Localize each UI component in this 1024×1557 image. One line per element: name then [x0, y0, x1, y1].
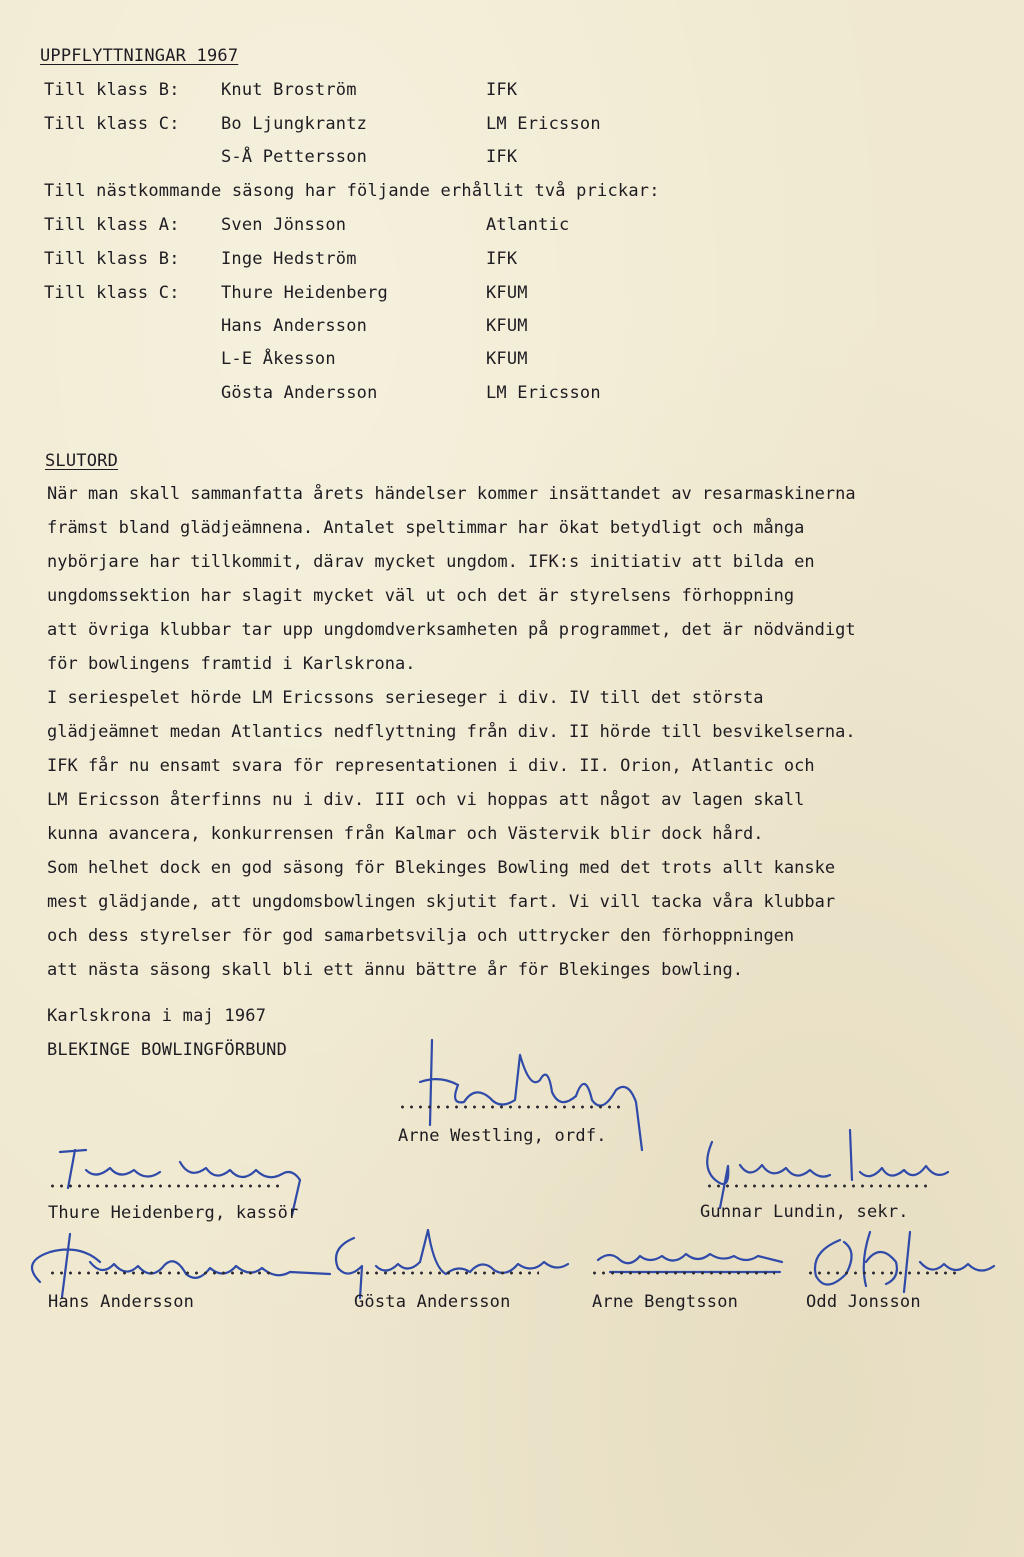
member1-signature-line	[48, 1270, 273, 1276]
treasurer-name: Thure Heidenberg, kassör	[48, 1203, 299, 1223]
promotion-name: Knut Broström	[221, 80, 357, 100]
treasurer-signature-line	[48, 1183, 283, 1189]
promotion-club: LM Ericsson	[486, 114, 601, 134]
document-title: UPPFLYTTNINGAR 1967	[40, 46, 239, 66]
member4-name: Odd Jonsson	[806, 1292, 921, 1312]
secretary-signature-line	[705, 1183, 930, 1189]
slutord-line: att övriga klubbar tar upp ungdomdverksamheten på programmet, det är nödvändigt	[47, 620, 856, 640]
slutord-line: att nästa säsong skall bli ett ännu bättre år för Blekinges bowling.	[47, 960, 743, 980]
slutord-line: ungdomssektion har slagit mycket väl ut och det är styrelsens förhoppning	[47, 586, 795, 606]
two-marks-name: Sven Jönsson	[221, 215, 347, 235]
slutord-line: IFK får nu ensamt svara för representationen i div. II. Orion, Atlantic och	[47, 756, 815, 776]
two-marks-club: LM Ericsson	[486, 383, 601, 403]
member3-signature	[590, 1232, 790, 1292]
promotion-name: S-Å Pettersson	[221, 147, 368, 167]
two-marks-name: Gösta Andersson	[221, 383, 378, 403]
two-marks-name: Thure Heidenberg	[221, 283, 388, 303]
slutord-line: för bowlingens framtid i Karlskrona.	[47, 654, 416, 674]
promotion-name: Bo Ljungkrantz	[221, 114, 368, 134]
two-marks-club: KFUM	[486, 349, 528, 369]
two-marks-name: Inge Hedström	[221, 249, 357, 269]
two-marks-club: KFUM	[486, 283, 528, 303]
two-marks-klass: Till klass A:	[44, 215, 180, 235]
member2-signature-line	[354, 1270, 539, 1276]
two-marks-klass: Till klass B:	[44, 249, 180, 269]
chair-signature-line	[398, 1104, 623, 1110]
promotion-klass: Till klass B:	[44, 80, 180, 100]
member4-signature-line	[806, 1270, 961, 1276]
two-marks-club: KFUM	[486, 316, 528, 336]
promotion-club: IFK	[486, 147, 518, 167]
two-marks-intro: Till nästkommande säsong har följande erhållit två prickar:	[44, 181, 660, 201]
slutord-line: Som helhet dock en god säsong för Blekinges Bowling med det trots allt kanske	[47, 858, 836, 878]
slutord-line: LM Ericsson återfinns nu i div. III och vi hoppas att något av lagen skall	[47, 790, 805, 810]
slutord-heading: SLUTORD	[45, 451, 119, 471]
slutord-line: glädjeämnet medan Atlantics nedflyttning från div. II hörde till besvikelserna.	[47, 722, 856, 742]
promotion-club: IFK	[486, 80, 518, 100]
two-marks-club: IFK	[486, 249, 518, 269]
slutord-line: När man skall sammanfatta årets händelser kommer insättandet av resarmaskinerna	[47, 484, 856, 504]
slutord-line: I seriespelet hörde LM Ericssons serieseger i div. IV till det största	[47, 688, 764, 708]
promotion-klass: Till klass C:	[44, 114, 180, 134]
member2-name: Gösta Andersson	[354, 1292, 511, 1312]
organization-name: BLEKINGE BOWLINGFÖRBUND	[47, 1040, 288, 1060]
slutord-line: mest glädjande, att ungdomsbowlingen skjutit fart. Vi vill tacka våra klubbar	[47, 892, 836, 912]
place-date: Karlskrona i maj 1967	[47, 1006, 267, 1026]
chair-name: Arne Westling, ordf.	[398, 1126, 607, 1146]
member3-signature-line	[590, 1270, 775, 1276]
secretary-signature	[690, 1120, 960, 1210]
member3-name: Arne Bengtsson	[592, 1292, 739, 1312]
slutord-line: och dess styrelser för god samarbetsvilja och uttrycker den förhoppningen	[47, 926, 795, 946]
two-marks-name: L-E Åkesson	[221, 349, 336, 369]
secretary-name: Gunnar Lundin, sekr.	[700, 1202, 909, 1222]
two-marks-klass: Till klass C:	[44, 283, 180, 303]
slutord-line: nybörjare har tillkommit, därav mycket ungdom. IFK:s initiativ att bilda en	[47, 552, 815, 572]
member1-name: Hans Andersson	[48, 1292, 195, 1312]
two-marks-name: Hans Andersson	[221, 316, 368, 336]
slutord-line: kunna avancera, konkurrensen från Kalmar och Västervik blir dock hård.	[47, 824, 764, 844]
two-marks-club: Atlantic	[486, 215, 570, 235]
slutord-line: främst bland glädjeämnena. Antalet speltimmar har ökat betydligt och många	[47, 518, 805, 538]
